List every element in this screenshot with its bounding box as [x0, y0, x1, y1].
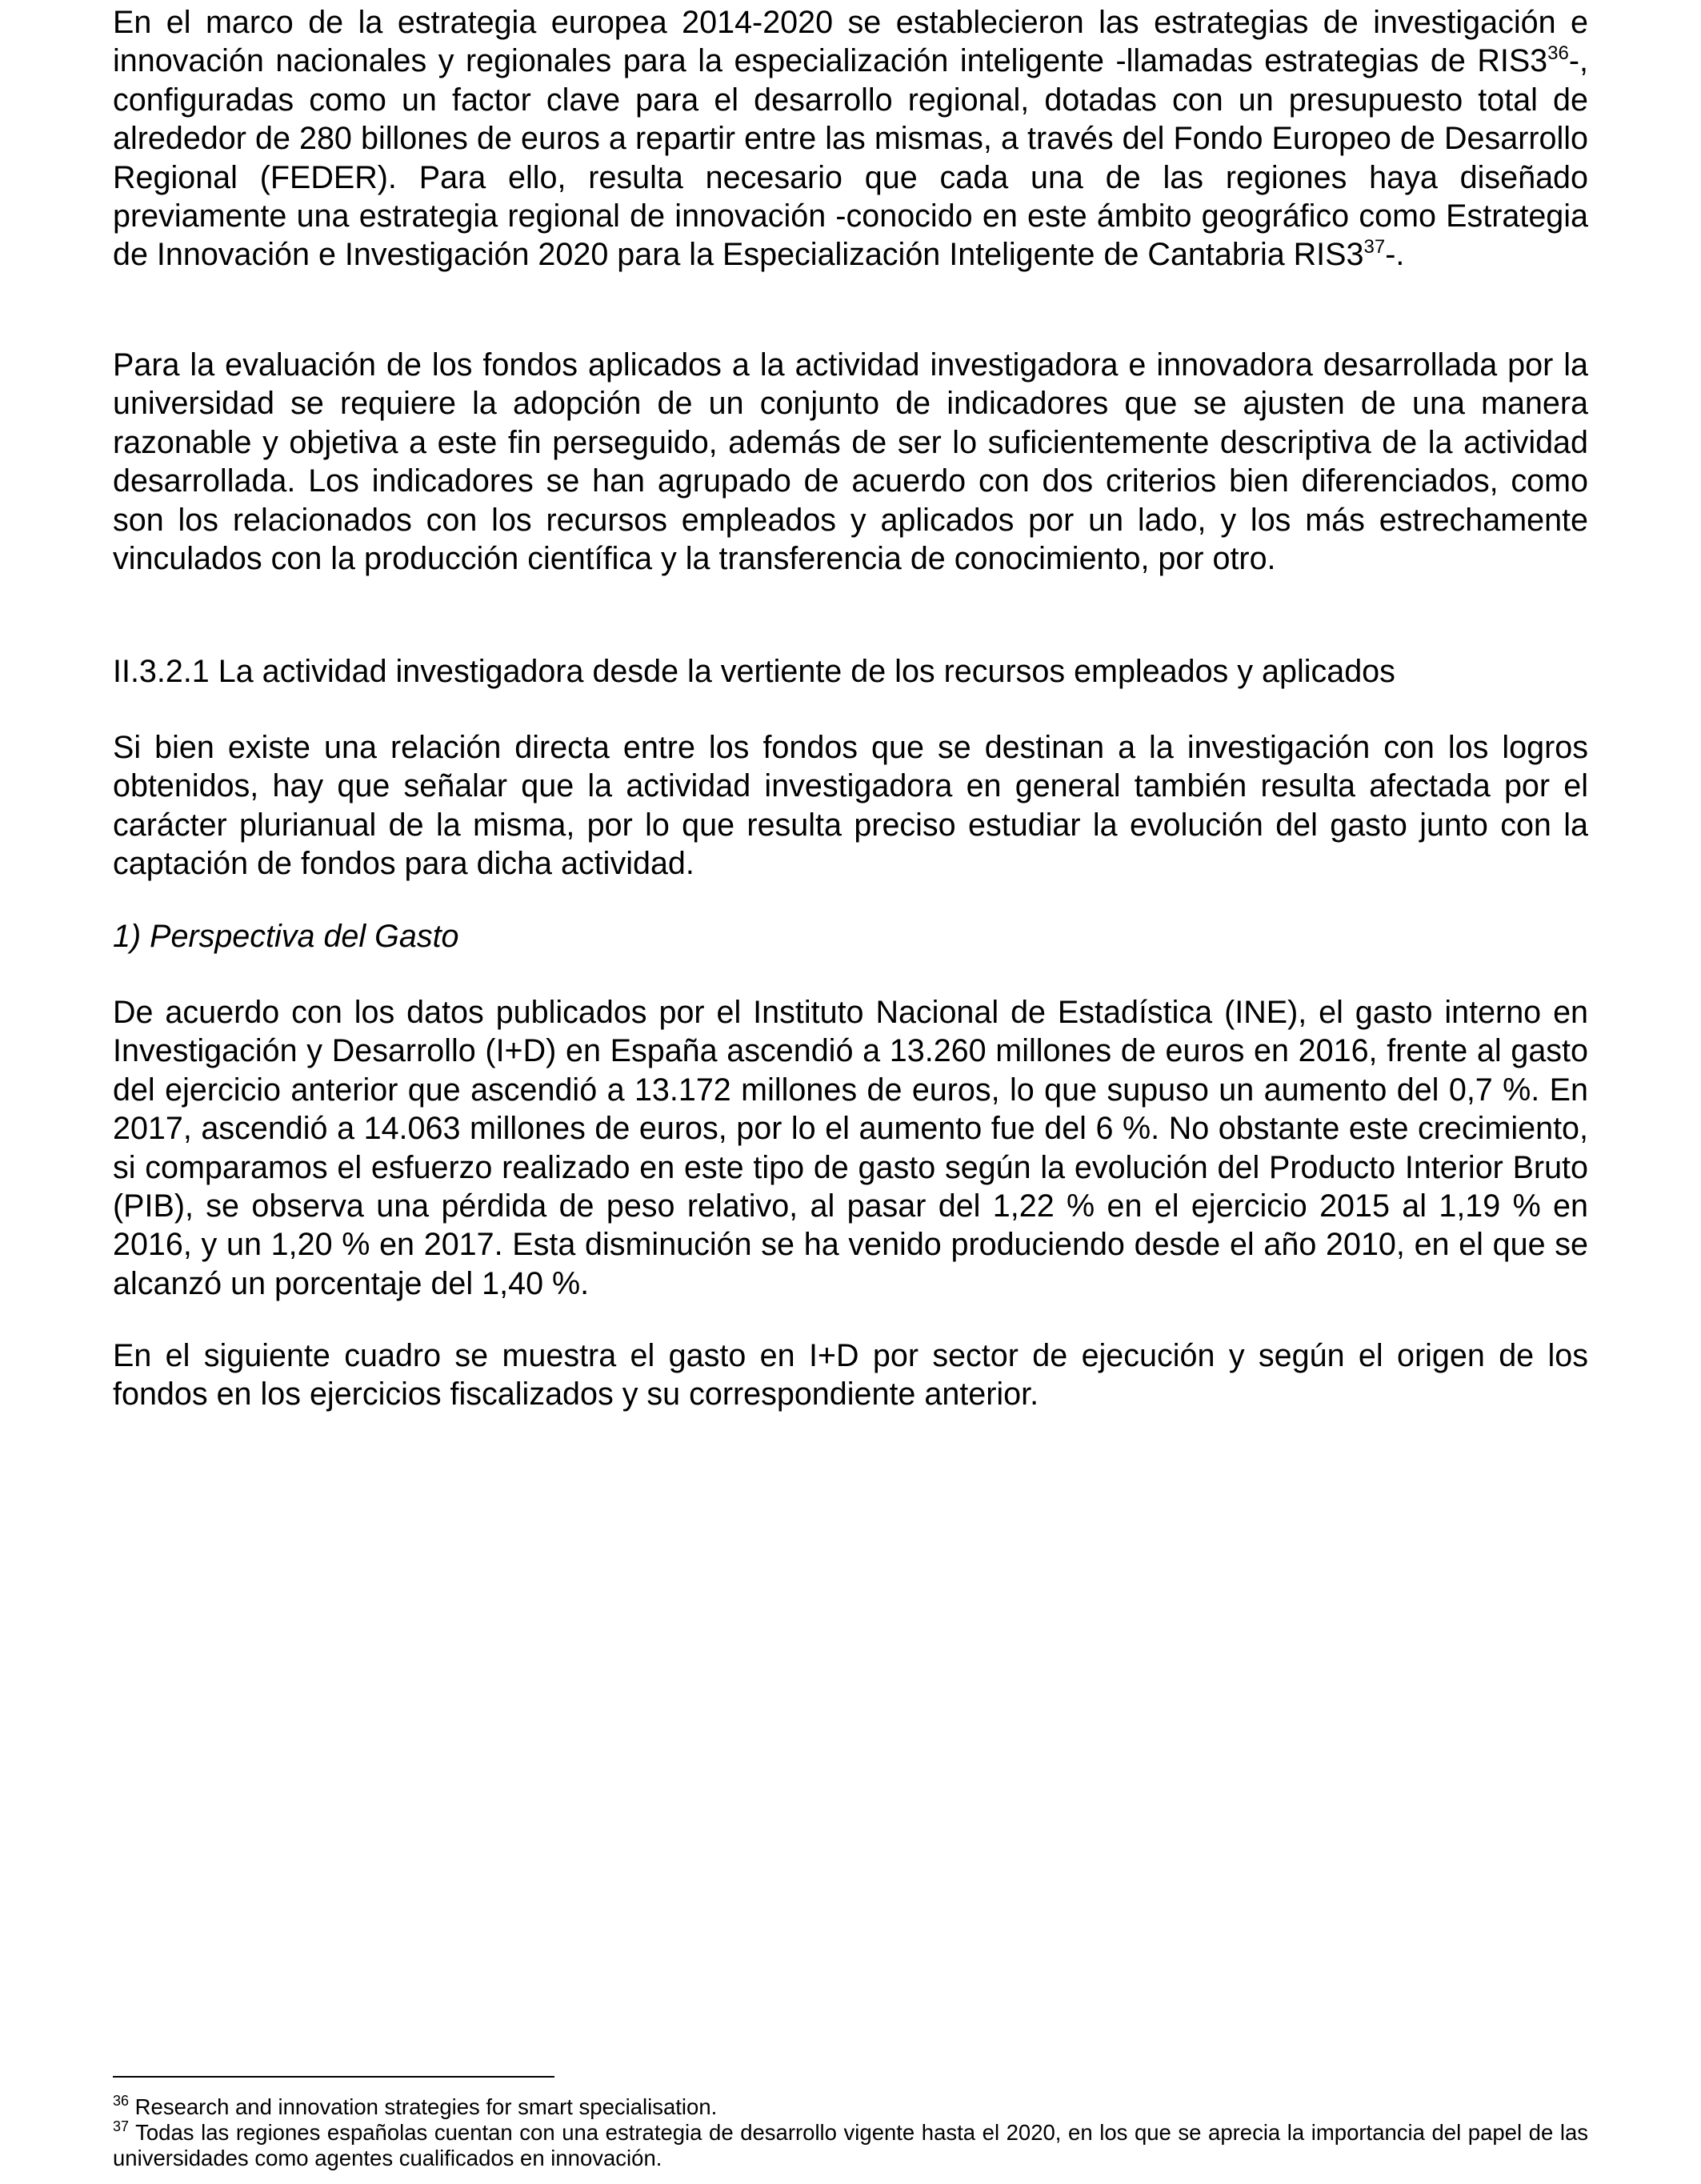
paragraph-text: En el marco de la estrategia europea 2014-2020 se establecieron las estrategias de investigación e innovación nacionales y regionales para la especialización inteligente -llamadas estrategias de RIS3	[113, 5, 1588, 79]
subsection-heading: 1) Perspectiva del Gasto	[113, 919, 459, 954]
paragraph-text: -.	[1385, 237, 1405, 273]
footnote-ref-36[interactable]: 36	[1547, 42, 1569, 65]
footnote-number: 37	[113, 2118, 130, 2134]
footnote-number: 36	[113, 2093, 130, 2109]
paragraph-table-intro: En el siguiente cuadro se muestra el gasto en I+D por sector de ejecución y según el origen de los fondos en los ejercicios fiscalizados y su correspondiente anterior.	[113, 1338, 1588, 1413]
paragraph-text: -, configuradas como un factor clave para el desarrollo regional, dotadas con un presupuesto total de alrededor de 280 billones de euros a repartir entre las mismas, a través del Fondo Europeo de Desarrollo Regional (FEDER). Para ello, resulta necesario que cada una de las regiones haya diseñado previamente una estrategia regional de innovación -conocido en este ámbito geográfico como Estrategia de Innovación e Investigación 2020 para la Especialización Inteligente de Cantabria RIS3	[113, 43, 1588, 273]
footnote-separator	[113, 2076, 554, 2078]
paragraph-spending-data: De acuerdo con los datos publicados por el Instituto Nacional de Estadística (INE), el gasto interno en Investigación y Desarrollo (I+D) en España ascendió a 13.260 millones de euros en 2016, frente al gasto del ejercicio anterior que ascendió a 13.172 millones de euros, lo que supuso un aumento del 0,7 %. En 2017, ascendió a 14.063 millones de euros, por lo el aumento fue del 6 %. No obstante este crecimiento, si comparamos el esfuerzo realizado en este tipo de gasto según la evolución del Producto Interior Bruto (PIB), se observa una pérdida de peso relativo, al pasar del 1,22 % en el ejercicio 2015 al 1,19 % en 2016, y un 1,20 % en 2017. Esta disminución se ha venido produciendo desde el año 2010, en el que se alcanzó un porcentaje del 1,40 %.	[113, 995, 1588, 1301]
footnote-36	[113, 2094, 1588, 2120]
paragraph-indicators: Para la evaluación de los fondos aplicados a la actividad investigadora e innovadora desarrollada por la universidad se requiere la adopción de un conjunto de indicadores que se ajusten de una manera razonable y objetiva a este fin perseguido, además de ser lo suficientemente descriptiva de la actividad desarrollada. Los indicadores se han agrupado de acuerdo con dos criterios bien diferenciados, como son los relacionados con los recursos empleados y aplicados por un lado, y los más estrechamente vinculados con la producción científica y la transferencia de conocimiento, por otro.	[113, 347, 1588, 577]
paragraph-ris3-strategy	[113, 3, 1588, 275]
section-heading: II.3.2.1 La actividad investigadora desde la vertiente de los recursos empleados y aplicados	[113, 654, 1395, 689]
footnote-text: Todas las regiones españolas cuentan con una estrategia de desarrollo vigente hasta el 2020, en los que se aprecia la importancia del papel de las universidades como agentes cualificados en innovación.	[113, 2120, 1588, 2170]
footnotes	[113, 2094, 1588, 2171]
paragraph-research-funds: Si bien existe una relación directa entre los fondos que se destinan a la investigación con los logros obtenidos, hay que señalar que la actividad investigadora en general también resulta afectada por el carácter plurianual de la misma, por lo que resulta preciso estudiar la evolución del gasto junto con la captación de fondos para dicha actividad.	[113, 730, 1588, 882]
footnote-37	[113, 2120, 1588, 2171]
footnote-text: Research and innovation strategies for smart specialisation.	[134, 2094, 718, 2119]
footnote-ref-37[interactable]: 37	[1363, 236, 1386, 258]
